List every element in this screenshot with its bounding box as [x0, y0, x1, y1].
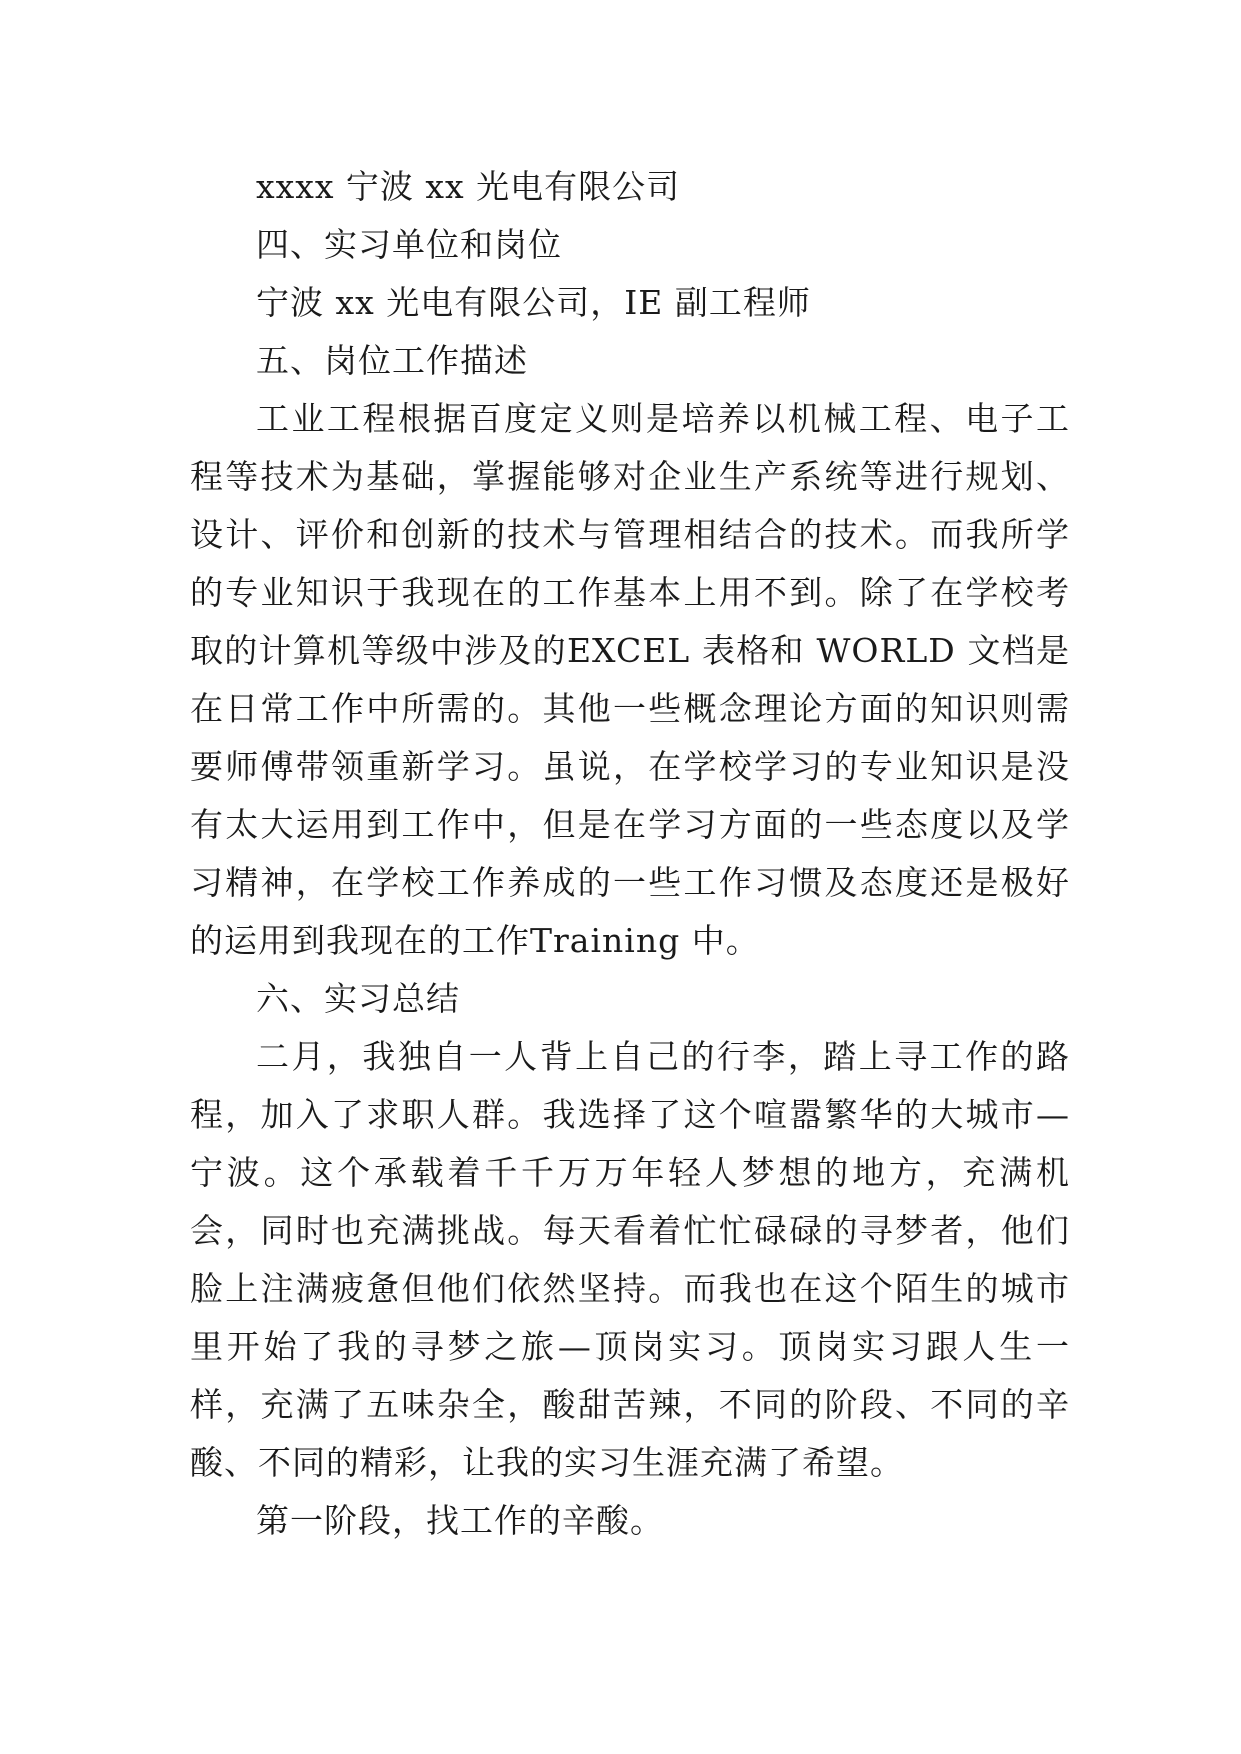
- summary-paragraph: 二月，我独自一人背上自己的行李，踏上寻工作的路程，加入了求职人群。我选择了这个喧嚣繁华的大城市—宁波。这个承载着千千万万年轻人梦想的地方，充满机会，同时也充满挑战。每天看着忙忙碌碌的寻梦者，他们脸上注满疲惫但他们依然坚持。而我也在这个陌生的城市里开始了我的寻梦之旅—顶岗实习。顶岗实习跟人生一样，充满了五味杂全，酸甜苦辣，不同的阶段、不同的辛酸、不同的精彩，让我的实习生涯充满了希望。: [190, 1037, 1070, 1482]
- company-line: xxxx 宁波 xx 光电有限公司: [256, 167, 681, 206]
- section-heading-internship-unit: 四、实习单位和岗位: [256, 225, 562, 264]
- document-body: [190, 158, 1070, 1550]
- job-description-paragraph: 工业工程根据百度定义则是培养以机械工程、电子工程等技术为基础，掌握能够对企业生产系统等进行规划、设计、评价和创新的技术与管理相结合的技术。而我所学的专业知识于我现在的工作基本上用不到。除了在学校考取的计算机等级中涉及的EXCEL 表格和 WORLD 文档是在日常工作中所需的。其他一些概念理论方面的知识则需要师傅带领重新学习。虽说，在学校学习的专业知识是没有太大运用到工作中，但是在学习方面的一些态度以及学习精神，在学校工作养成的一些工作习惯及态度还是极好的运用到我现在的工作Training 中。: [190, 399, 1070, 960]
- unit-and-position-line: 宁波 xx 光电有限公司，IE 副工程师: [256, 283, 811, 322]
- stage-one-heading: 第一阶段，找工作的辛酸。: [256, 1501, 664, 1540]
- section-heading-job-description: 五、岗位工作描述: [256, 341, 528, 380]
- section-heading-summary: 六、实习总结: [256, 979, 460, 1018]
